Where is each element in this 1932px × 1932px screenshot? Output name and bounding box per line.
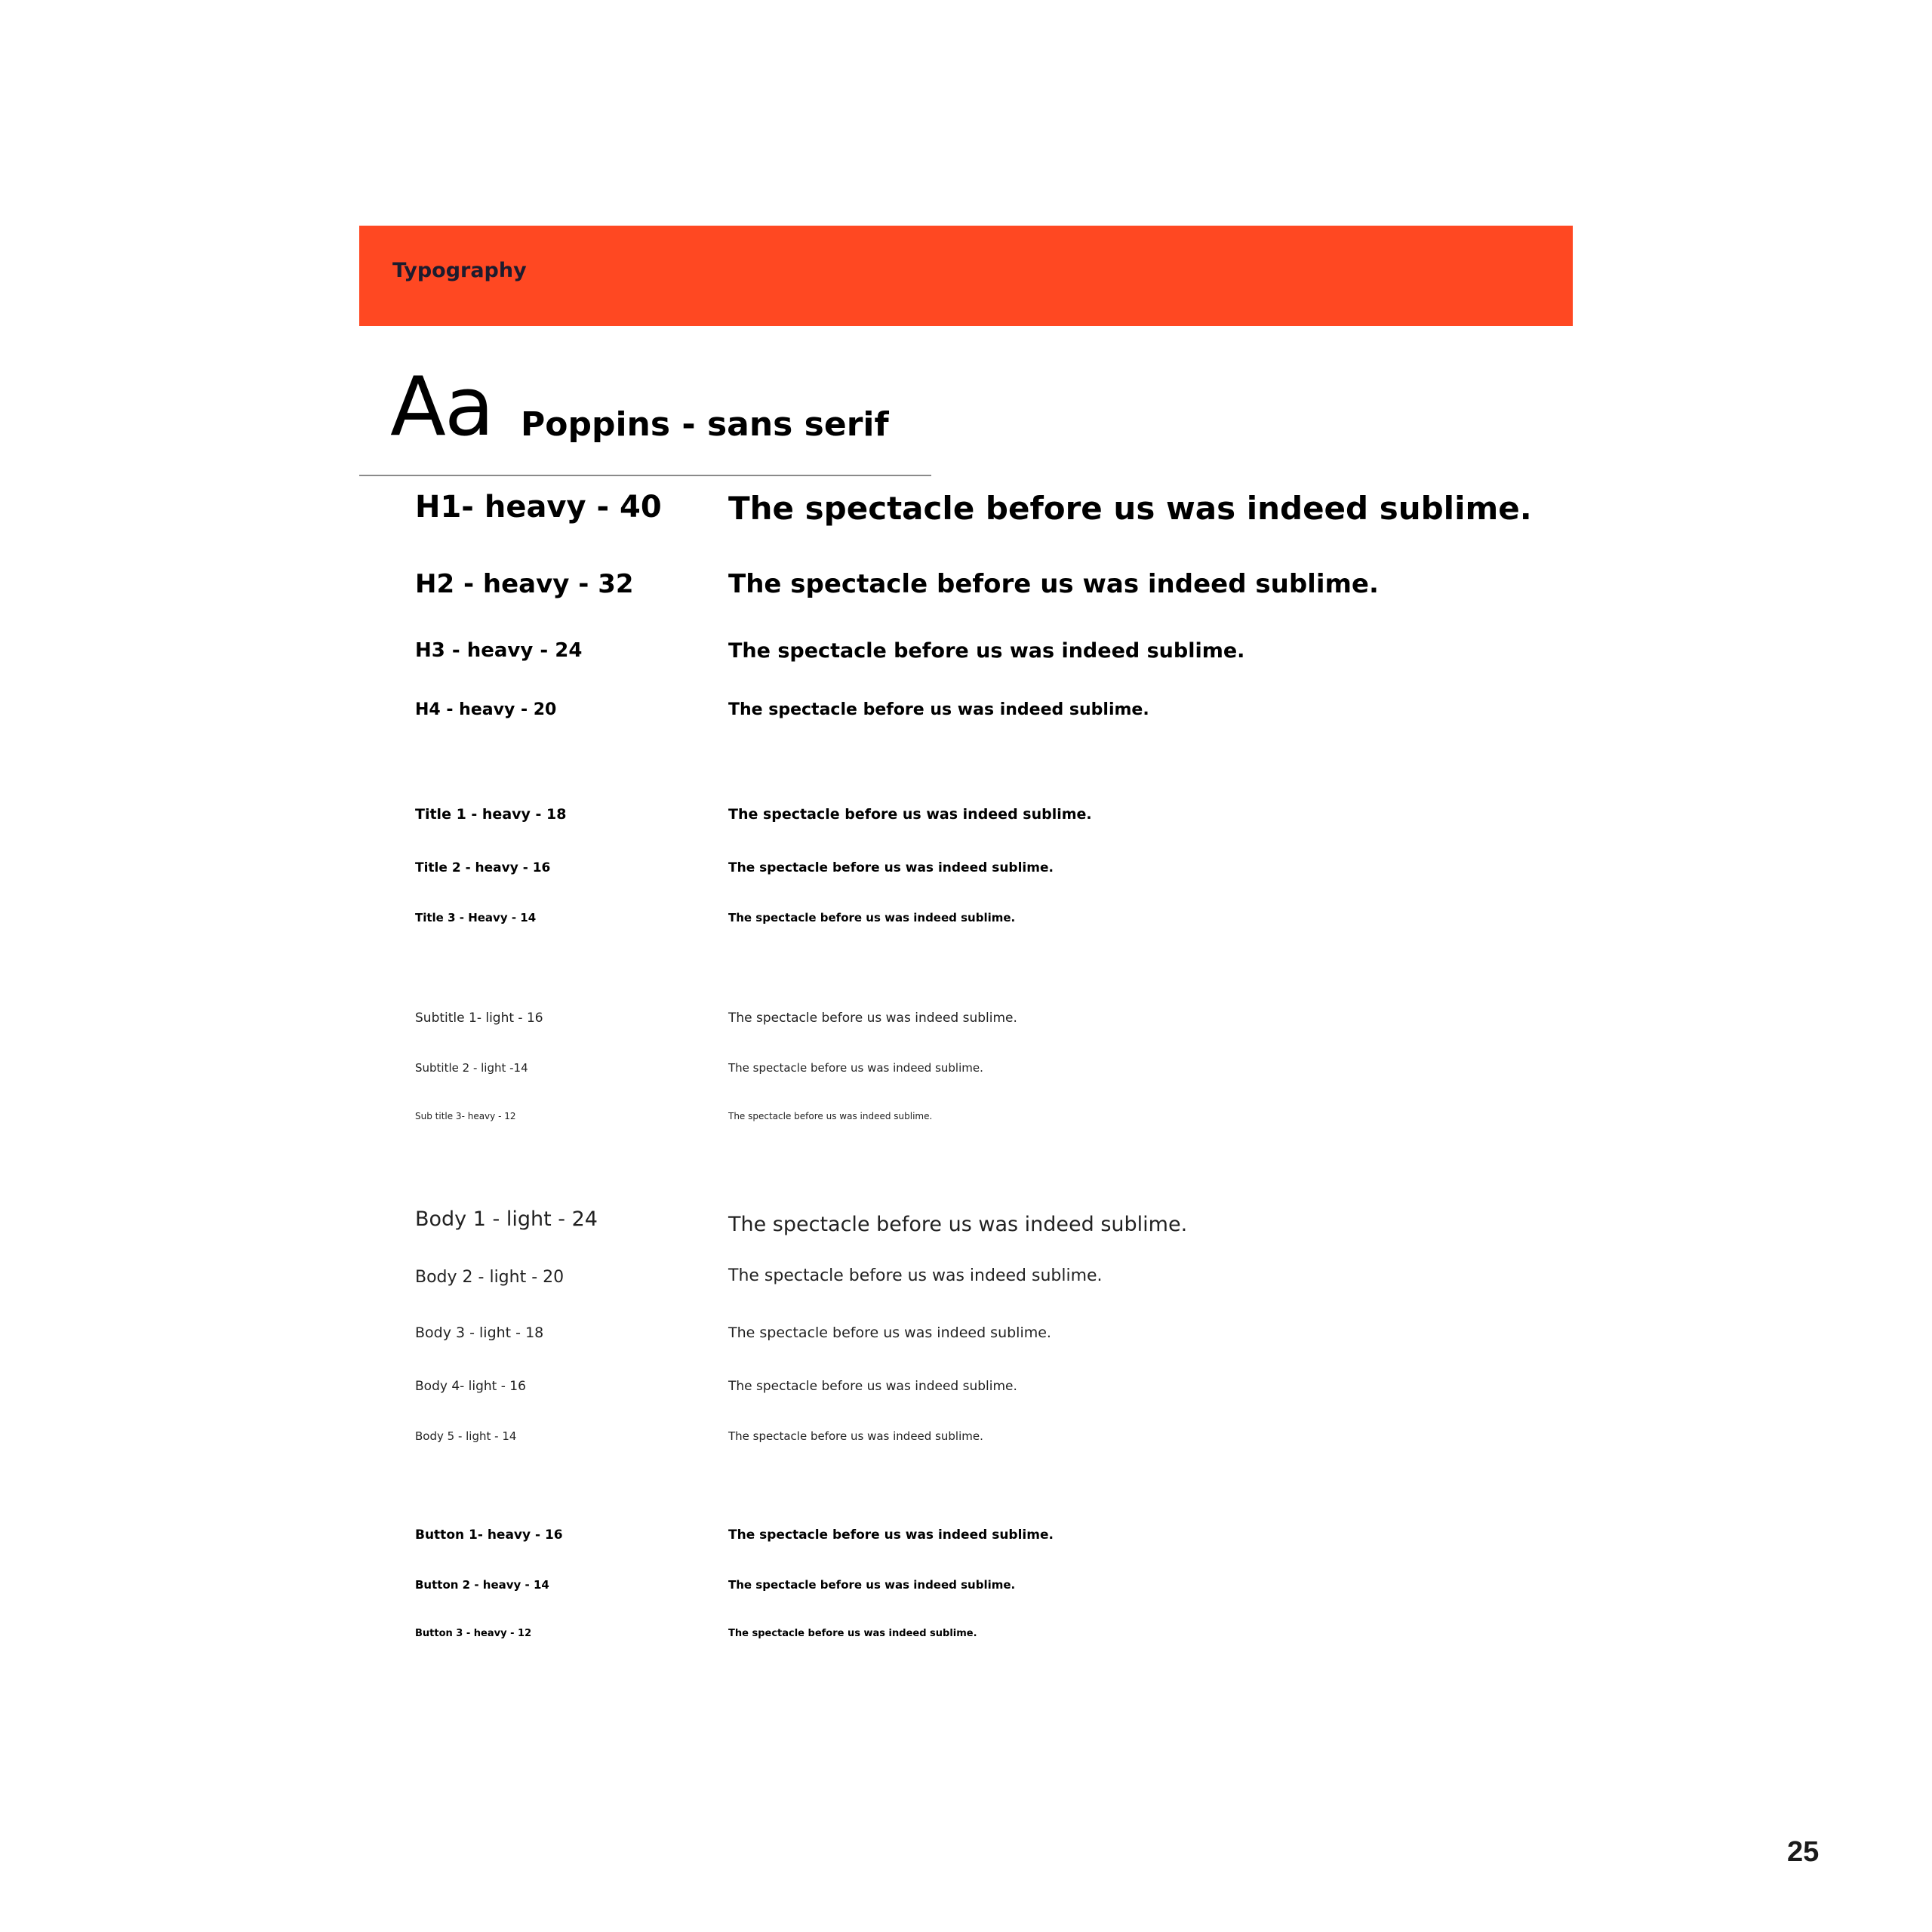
style-sample-title-3: The spectacle before us was indeed sublime. bbox=[728, 911, 1016, 924]
style-sample-subtitle-2: The spectacle before us was indeed sublime. bbox=[728, 1061, 983, 1075]
font-family-name: Poppins - sans serif bbox=[521, 405, 889, 444]
style-label-body-5: Body 5 - light - 14 bbox=[415, 1429, 517, 1443]
style-sample-button-1: The spectacle before us was indeed sublime. bbox=[728, 1527, 1054, 1543]
style-label-subtitle-3: Sub title 3- heavy - 12 bbox=[415, 1111, 516, 1121]
style-label-body-4: Body 4- light - 16 bbox=[415, 1379, 526, 1394]
style-sample-button-2: The spectacle before us was indeed sublime. bbox=[728, 1578, 1016, 1592]
style-label-title-1: Title 1 - heavy - 18 bbox=[415, 806, 567, 823]
style-sample-h2: The spectacle before us was indeed sublime. bbox=[728, 569, 1379, 599]
style-label-h2: H2 - heavy - 32 bbox=[415, 569, 634, 599]
style-sample-title-2: The spectacle before us was indeed sublime. bbox=[728, 860, 1054, 875]
style-label-button-3: Button 3 - heavy - 12 bbox=[415, 1628, 532, 1639]
style-sample-body-4: The spectacle before us was indeed sublime. bbox=[728, 1379, 1017, 1394]
style-sample-body-5: The spectacle before us was indeed sublime. bbox=[728, 1429, 983, 1443]
style-label-h3: H3 - heavy - 24 bbox=[415, 639, 583, 662]
section-title: Typography bbox=[392, 259, 527, 282]
style-label-button-2: Button 2 - heavy - 14 bbox=[415, 1578, 549, 1592]
style-sample-h4: The spectacle before us was indeed sublime. bbox=[728, 700, 1149, 719]
style-label-h4: H4 - heavy - 20 bbox=[415, 700, 557, 719]
style-sample-subtitle-1: The spectacle before us was indeed sublime. bbox=[728, 1011, 1017, 1026]
style-label-body-2: Body 2 - light - 20 bbox=[415, 1268, 565, 1287]
page-number: 25 bbox=[1787, 1836, 1820, 1868]
style-label-button-1: Button 1- heavy - 16 bbox=[415, 1527, 563, 1543]
specimen-glyphs: Aa bbox=[390, 360, 494, 454]
style-label-subtitle-1: Subtitle 1- light - 16 bbox=[415, 1011, 543, 1026]
style-label-body-1: Body 1 - light - 24 bbox=[415, 1208, 598, 1231]
style-sample-h3: The spectacle before us was indeed sublime. bbox=[728, 639, 1245, 663]
style-sample-title-1: The spectacle before us was indeed sublime. bbox=[728, 806, 1092, 823]
style-label-body-3: Body 3 - light - 18 bbox=[415, 1324, 544, 1341]
style-label-h1: H1- heavy - 40 bbox=[415, 490, 662, 525]
specimen-divider bbox=[359, 475, 931, 476]
style-sample-h1: The spectacle before us was indeed sublime. bbox=[728, 490, 1532, 527]
section-banner bbox=[359, 226, 1573, 326]
style-sample-button-3: The spectacle before us was indeed sublime. bbox=[728, 1628, 977, 1639]
style-sample-body-3: The spectacle before us was indeed sublime. bbox=[728, 1324, 1051, 1341]
style-sample-body-1: The spectacle before us was indeed sublime. bbox=[728, 1213, 1188, 1236]
style-label-title-3: Title 3 - Heavy - 14 bbox=[415, 911, 537, 924]
style-sample-body-2: The spectacle before us was indeed sublime. bbox=[728, 1266, 1103, 1285]
style-label-title-2: Title 2 - heavy - 16 bbox=[415, 860, 551, 875]
style-label-subtitle-2: Subtitle 2 - light -14 bbox=[415, 1061, 528, 1075]
style-sample-subtitle-3: The spectacle before us was indeed sublime. bbox=[728, 1111, 933, 1121]
